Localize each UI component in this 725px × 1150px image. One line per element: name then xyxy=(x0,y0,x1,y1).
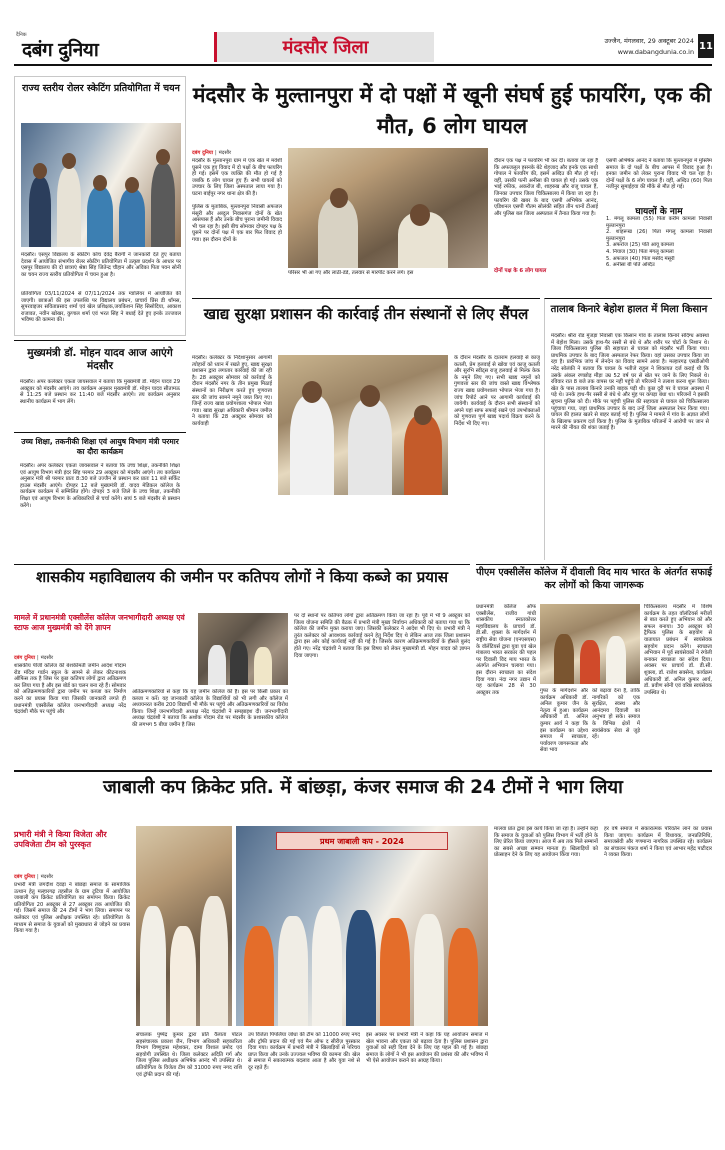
excellence-col4: चिकित्सालय मंदसौर में विशेष कार्यक्रम के तहत वॉलंटियर्स मरीजों से बात करते हुए अभियान को और सफल बनाया। 30 अक्टूबर को ट्रैफिक पुलिस के सहयोग से यातायात प्रबंधन में स्वयंसेवक सहयोग प्रदान करेंगे। स्वच्छता अभियान में पूर्व स्वयंसेवकों ने रंगोली बनाकर स्वच्छता का संदेश दिया। अवसर पर प्राचार्य डॉ. डी.सी. शुक्ला, डॉ. राजेश सक्सेना, कार्यक्रम अधिकारी डॉ. अनिल कुमार आर्य, डॉ. प्रवीण सोनी एवं वरिष्ठ स्वयंसेवक उपस्थित थे। xyxy=(644,604,712,696)
cricket-byline xyxy=(14,874,53,880)
byline-brand: दबंग दुनिया xyxy=(192,150,213,156)
lead-byline xyxy=(192,150,231,156)
skating-photo xyxy=(21,123,181,247)
logo-text: दबंग दुनिया xyxy=(22,39,99,61)
food-col2: के दौरान मंदसौर के दातराम हलवाई से काजू कतली, प्रेम हलवाई से खोवा एवं काजू कतली और सुरभि स्वीट्स राजू हलवाई से मिल्क केक के नमूने लिए गए। सभी खाद्य नमूनों को गुणवत्ता स्तर की जांच वास्ते खाद्य विश्लेषक राज्य खाद्य प्रयोगशाला भोपाल भेजा गया है। जांच रिपोर्ट आने पर आगामी कार्यवाई की जायेगी। कार्यवाई के दौरान सभी संस्थानों को अपने यहां साफ सफाई रखने एवं उपभोक्ताओं को गुणवत्ता पूर्ण खाद्य पदार्थ विक्रय करने के निर्देश भी दिए गए। xyxy=(454,355,540,427)
college-side-title: मामले में प्रधानमंत्री एक्सीलेंस कॉलेज जनभागीदारी अध्यक्ष एवं स्टाफ आज मुख्यमंत्री को देंगे ज्ञापन xyxy=(14,613,185,632)
cricket-story xyxy=(14,770,712,1140)
pond-headline: तालाब किनारे बेहोश हालत में मिला किसान xyxy=(550,304,708,315)
byline-separator: | xyxy=(37,655,39,661)
lead-photo-caption: परिसर भी आ गए और लाठी-डंडे, तलवार से मारपीट करने लगे। इस xyxy=(288,270,414,276)
food-col1: मंदसौर। कलेक्टर के निर्देशानुसार आगामी त्योहारों को ध्यान में रखते हुए, खाद्य सुरक्षा प्रशासन द्वारा लगातार कार्रवाई की जा रही है। 28 अक्टूबर सोमवार को कार्रवाई के दौरान मंदसौर नगर के तीन प्रमुख मिठाई संस्थानों का निरीक्षण करते हुए गुणवत्ता स्तर की जांच सामने नमूने जब्त किए गए। जिन्हें राज्य खाद्य प्रयोगशाला भोपाल भेजा गया। खाद्य सुरक्षा अधिकारी श्रीमान जमील ने बताया कि 28 अक्टूबर सोमवार को कार्यवाही xyxy=(192,355,272,427)
lead-col2: पुलिस के मुताबिक, मुल्तानपुरा निवासी अफजल मंसूरी और अब्दुल निवासगंज दोनों के खेत आसपास हैं और उनके बीच पुराना जमीनी विवाद भी चल रहा है। इसी बीच सोमवार दोपहर पक्ष के घुसने पर दोनों पक्ष में एक बार फिर विवाद हो गया। इस दौरान दोनों के xyxy=(192,204,282,243)
pond-body: मंदसौर। श्रीरा रोड मुंजड़ा निवासी एक किसान गांव के तालाब किनारे संदिग्ध अवस्था में बेहोश मिला। उसके हाथ-पैर रस्सी से बंधे थे और शरीर पर चोटों के निशान थे। जिला चिकित्सालय पुलिस की सहायता से घायल को मंदसौर भर्ती किया गया। प्राथमिक उपचार के बाद जिला अस्पताल रेफर किया। वहां उसका उपचार किया जा रहा है। प्रारंभिक जांच में लेनदेन का विवाद सामने आया है। मल्हारगढ़ एसडीओपी नरेंद्र सोलंकी ने बताया कि घायल के भतीजे राहुल ने शिकायत दर्ज कराई थी कि उसके अंकल रणछोड़ मीड़ा उम्र 52 वर्ष घर से खेत पर जाने के लिए निकले थे। रविवार रात 8 बजे तक वापस घर नहीं पहुंचे तो परिजनों ने तलाश करना शुरू किया। खेत के पास तालाब किनारे उनकी बाइक पड़ी थी। कुछ दूरी पर वे घायल अवस्था में पड़े थे। उनके हाथ-पैर रस्सी से बंधे थे और मुंह पर कपड़ा बंधा था। परिजनों ने इसकी सूचना पुलिस को दी। मौके पर पहुंची पुलिस की सहायता से घायल को चिकित्सालय पहुंचाया गया, जहां प्राथमिक उपचार के बाद उन्हें जिला अस्पताल रेफर किया गया। घायल की हालत खतरे से बाहर बताई गई है। पुलिस ने मामले में गांव के अज्ञात लोगों के खिलाफ प्रकरण दर्ज किया है। पुलिस के मुताबिक परिजनों ने आरोपी पर जान से मारने की नीयत की शंका जताई है। xyxy=(551,333,709,432)
college-photo xyxy=(198,613,288,685)
byline-separator: | xyxy=(215,150,217,156)
logo-top-label: दैनिक xyxy=(16,32,27,38)
cm-headline: मुख्यमंत्री डॉ. मोहन यादव आज आएंगे मंदसौर xyxy=(27,347,173,372)
cricket-headline: जाबाली कप क्रिकेट प्रति. में बांछड़ा, कंजर समाज की 24 टीमों ने भाग लिया xyxy=(103,777,623,798)
excellence-photo xyxy=(540,604,640,684)
section-banner xyxy=(214,32,434,62)
lead-col3: दौरान एक पक्ष ने फायरिंग भी कर दी। बताया जा रहा है कि अफजलुल हसनके बेटे शेहजाद और इनके एक साथी गोपाल ने फायरिंग की, इसमें अब्दिउ की मौत हो गई। वहीं, उसकी पत्नी अनीसा की घायल हो गई। उसके एक भाई रफीक, अकरोज बी, शाहरुख और राजू घायल हैं, जिनका उपचार जिला चिकित्सालय में किया जा रहा है। फायरिंग की खबर के बाद एसपी अभिषेक आनंद, एडिशनल एसपी गौतम सोलंकी सहित तीन थानों टीआई और पुलिस बल जिला अस्पताल में तैनात किया गया है। xyxy=(494,158,598,217)
lead-headline: मंदसौर के मुल्तानपुरा में दो पक्षों में खूनी संघर्ष हुई फायरिंग, एक की मौत, 6 लोग घायल xyxy=(192,83,712,138)
lead-story xyxy=(192,76,712,296)
website: www.dabangdunia.co.in xyxy=(617,48,694,56)
food-headline: खाद्य सुरक्षा प्रशासन की कार्रवाई तीन संस्थानों से लिए सैंपल xyxy=(203,305,529,323)
college-story xyxy=(14,564,470,766)
cricket-photo-main xyxy=(236,826,488,1026)
excellence-col2: गुफा के मार्गदर्शन और कार्यक्रम अधिकारी डॉ. अनिल कुमार जैन के नेतृत्व में हुआ। कार्यक्रम अधिकारी डॉ. अनिल कुमार आर्य ने कहा कि इस कार्यक्रम का उद्देश्य समाज में स्वच्छता, पर्यावरण जागरूकता और सेवा भाव xyxy=(540,688,588,754)
injured-item: 6. अनीसा बी पति अब्दिउ xyxy=(606,262,655,269)
college-side-box xyxy=(14,613,192,653)
injured-item: 1. मंगलू कामला (55) पिता करीम कामला निवासी मुल्तानपुरा xyxy=(606,216,712,229)
college-headline: शासकीय महाविद्यालय की जमीन पर कतिपय लोगों ने किया कब्जे का प्रयास xyxy=(36,568,448,586)
skating-body: मंदसौर। एसपुर विद्यालय के स्केटिंग कोच देवेंद्र बैरागी ने जानकारी देते हुए बताया देवास में आयोजित संभागीय रोलर स्केटिंग प्रतियोगिता में उत्कृष्ट प्रदर्शन के आधार पर एसपुर विद्यालय की दो छात्राएं श्रेष्ठा सिंह जितेन्द्र चौहान और अविका पिता पवन सोनी का चयन राज्य स्तरीय प्रतियोगिता में चयन हुआ है। xyxy=(21,252,181,278)
injured-item: 2. शाहरूख (26) पिता मंगलू कामला निवासी मुल्तानपुरा xyxy=(606,229,712,242)
left-story-cm xyxy=(14,340,186,430)
cricket-photo-left xyxy=(136,826,232,1026)
college-col1: शासकीय पीजी कॉलेज की बेशकीमती जमीन आदेश गोदाम रोड मंदिरा गार्डन स्कूल के सामने से लेकर कीटनाशक ऑफिस तक है जिस पर कुछ कतिपय लोगों द्वारा अतिक्रमण कर लिया गया है और इस बोर्ड का चलन बना रहे हैं। सोमवार को अतिक्रमणकारियों द्वारा जमीन पर कब्जा कर निर्माण करने का प्रयास किया गया जिसकी जानकारी लगते ही प्रधानमंत्री एक्सीलेंस कॉलेज जनभागीदारी अध्यक्ष नरेंद्र चंद्रवंशी मौके पर पहुंचे और xyxy=(14,663,126,716)
injured-item: 5. अफजल (40) पिता मसीद मंसूरी xyxy=(606,255,675,262)
cricket-banner-text: प्रथम जाबाली कप - 2024 xyxy=(319,836,404,846)
food-photo xyxy=(278,355,448,495)
lead-photo xyxy=(288,148,488,268)
left-story-minister xyxy=(14,432,186,560)
skating-headline: राज्य स्तरीय रोलर स्केटिंग प्रतियोगिता में चयन xyxy=(22,83,180,94)
food-story xyxy=(192,298,540,560)
cricket-col2: संचालक पुष्पेंद्र कुमार द्वारा प्रति वैलाता पोटल सहसंचालक प्रकाश जैन, विभाग अधिकारी सहकारिता विभाग विष्णुदास महेशकर, दामा विशाल प्रमोद एवं सहयोगी उपस्थित थे। जिला कलेक्टर अदिति गर्ग और जिला पुलिस अधीक्षक अभिषेक आनंद भी उपस्थित थे। प्रतियोगिता के विजेता टीम को 31000 रुपए नगद राशि एवं ट्रॉफी प्रदान की गई। xyxy=(136,1032,242,1078)
cricket-col3: उप विजेता पिपलिया जोधा की टीम को 11000 रुपए नगद और ट्रॉफी प्रदान की गई एवं मैन ऑफ द सीरीज़ पुरस्कार दिया गया। कार्यक्रम में प्रभारी मंत्री ने खिलाड़ियों से परिचय प्राप्त किया और उनके उज्ज्वल भविष्य की कामना की। खेल से समाज में सकारात्मक बदलाव आता है और युवा नशे से दूर रहते हैं। xyxy=(248,1032,360,1071)
cricket-col1: प्रभारी मंत्री जगदीश देवड़ा ने बांछड़ा समाज के सामाजिक उत्थान हेतु मल्हारगढ़ तहसील के ग्राम टूटिया में आयोजित जाबाली कप क्रिकेट प्रतियोगिता का समापन किया। क्रिकेट प्रतियोगिता 20 अक्टूबर से 27 अक्टूबर तक आयोजित की गई। जिसमें समाज की 24 टीमों ने भाग लिया। समापन पर कलेक्टर एवं पुलिस अधीक्षक उपस्थित रहे। प्रतियोगिता के माध्यम से समाज के युवाओं को मुख्यधारा से जोड़ने का प्रयास किया गया है। xyxy=(14,882,130,935)
byline-place: मंदसौर xyxy=(40,874,54,880)
injured-list xyxy=(606,216,712,269)
injured-item: 3. अफरोज (25) पति आयू कामला xyxy=(606,242,674,249)
byline-brand: दबंग दुनिया xyxy=(14,874,35,880)
byline-separator: | xyxy=(37,874,39,880)
excellence-col3: को बढ़ावा देना है, ताकि नागरिकों को एक सुरक्षित, स्वस्थ और आनंदमय दिवाली का अनुभव हो सके। समाज के विभिन्न क्षेत्रों में स्वयंसेवक सेवा से जुड़े रहें। xyxy=(592,688,640,741)
cm-body: मंदसौर। अपर कलेक्टर एकता जायसवाल ने बताया कि मुख्यमंत्री डॉ. मोहन यादव 29 अक्टूबर को मंदसौर आएंगे। तय कार्यक्रम अनुसार मुख्यमंत्री डॉ. मोहन यादव सीतामऊ से 11:25 बजे प्रस्थान कर 11:40 बजे मंदसौर आएंगे। तय कार्यक्रम अनुसार स्थानीय कार्यक्रम में भाग लेंगे। xyxy=(20,379,180,405)
section-title: मंदसौर जिला xyxy=(282,37,369,58)
injured-heading: घायलों के नाम xyxy=(635,207,683,217)
minister-headline: उच्च शिक्षा, तकनीकी शिक्षा एवं आयुष विभाग मंत्री परमार का दौरा कार्यक्रम xyxy=(21,437,179,456)
injured-item: 4. नियाज (30) पिता मंगलू कामला xyxy=(606,248,674,255)
cricket-banner xyxy=(276,832,448,850)
excellence-headline: पीएम एक्सीलेंस कॉलेज में दीवाली विद माय भारत के अंतर्गत सफाई कर लोगों को किया जागरूक xyxy=(476,567,712,591)
page-number: 11 xyxy=(698,34,714,58)
byline-brand: दबंग दुनिया xyxy=(14,655,35,661)
excellence-col1: प्रधानमंत्री कॉलेज ऑफ एक्सीलेंस, राजीव गांधी शासकीय स्नातकोत्तर महाविद्यालय के प्राचार्य डॉ. डी.सी. शुक्ला के मार्गदर्शन में राष्ट्रीय सेवा योजना (एनएसएस) के वॉलेंटियर्स द्वारा युवा एवं खेल मंत्रालय भारत सरकार की पहल पर दिवाली विद माय भारत के अंतर्गत अभियान चलाया गया। इस दौरान स्वच्छता का संदेश दिया गया। नंदा नगर उद्यान में यह कार्यक्रम 28 से 30 अक्टूबर तक xyxy=(476,604,536,696)
cricket-col6: हर वर्ष समाज में सकारात्मक परिवर्तन लाने का प्रयास किया जाएगा। कार्यक्रम में विधायक, जनप्रतिनिधि, समाजसेवी और गणमान्य नागरिक उपस्थित रहे। कार्यक्रम का संचालन पंकज शर्मा ने किया एवं आभार महेंद्र पाटीदार ने व्यक्त किया। xyxy=(604,826,712,859)
skating-body-2: प्रतियोगिता 03/11/2024 से 07/11/2024 तक ग्वालियर में आयोजित की जाएगी। छात्राओं की इस उपलब्धि पर विद्यालय प्रबंधन, प्राचार्य प्रिंस डी थॉमस, सुपरवाइजर सविताप्रसाद शर्मा एवं खेल प्रशिक्षक,जयकिशन सिंह सिसोदिया, आकाश राजावत, नवीन खोखर, कुणाल शर्मा एवं भरत सिंह ने बधाई देते हुए इनके उज्जवल भविष्य की कामना की। xyxy=(21,291,181,324)
left-story-skating xyxy=(14,76,186,336)
cricket-col5: मालवा प्रांत द्वारा इस कार्य किया जा रहा है। उन्होंने कहा कि समाज के युवाओं को पुलिस विभाग में भर्ती होने के लिए प्रेरित किया जाएगा। आज मैं अब तक मिले सम्मानों का सबसे अच्छा सम्मान मानता हूं। खिलाड़ियों को प्रोत्साहन देने के लिए यह आयोजन किया गया। xyxy=(494,826,598,859)
masthead-logo xyxy=(14,32,164,62)
lead-col1: मंदसौर के मुल्तानपुरा ग्राम में एक खेत में मवेशी घुसने एक हुए विवाद में दो पक्षों के बीच फायरिंग हो गई। इसमें एक व्यक्ति की मौत हो गई है जबकि 6 लोग घायल हुए हैं। सभी घायलों को उपचार के लिए जिला अस्पताल लाया गया है। घटना बाईपुर नगर थाना क्षेत्र की है। xyxy=(192,158,282,197)
college-col2: अतिक्रमणकारियों से कहा कि यह जमीन कॉलेज की है। इस पर किसी प्रकार का कब्जा न करें। यह जानकारी कॉलेज के विद्यार्थियों को भी लगी और कॉलेज में अध्ययनरत करीब 200 विद्यार्थी भी मौके पर पहुंचे और अतिक्रमणकारियों का विरोध किया। जिन्हें जनभागीदारी अध्यक्ष नरेंद्र चंद्रवंशी ने समझाइश दी। जनभागीदारी अध्यक्ष चंद्रवंशी ने बताया कि अशोक गोदाम रोड पर मंदसौर के प्रशासकीय कॉलेज की लगभग 5 बीघा जमीन है जिस xyxy=(132,689,288,728)
cricket-side-title: प्रभारी मंत्री ने किया विजेता और उपविजेता टीम को पुरस्कृत xyxy=(14,830,107,849)
minister-body: मंदसौर। अपर कलेक्टर एकता जायसवाल ने बताया कि उच्च शिक्षा, तकनीकी शिक्षा एवं आयुष विभाग मंत्री इंदर सिंह परमार 29 अक्टूबर को मंदसौर आएंगे। तय कार्यक्रम अनुसार मंत्री श्री परमार प्रातः 8:30 बजे उज्जैन से प्रस्थान कर प्रातः 11 बजे सर्किट हाउस मंदसौर आएंगे। दोपहर 12 बजे मुख्यमंत्री डॉ. यादव मेडिकल कॉलेज के कार्यक्रम कार्यक्रम में सम्मिलित होंगे। दोपहर 3 बजे जिले के उच्च शिक्षा, तकनीकी शिक्षा एवं आयुष विभाग के अधिकारियों से चर्चा करेंगे। सायं 5 बजे मंदसौर से प्रस्थान करेंगे। xyxy=(20,463,180,509)
cricket-col4: इस अवसर पर प्रभारी मंत्री ने कहा कि यह आयोजन समाज में खेल भावना और एकता को बढ़ावा देता है। पुलिस प्रशासन द्वारा युवाओं को सही दिशा देने के लिए यह पहल की गई है। बांछड़ा समाज के लोगों ने भी इस आयोजन की प्रशंसा की और भविष्य में भी ऐसे आयोजन कराने का आग्रह किया। xyxy=(366,1032,488,1065)
lead-col4: एसपी अभिषेक आनंद ने बताया कि मुल्तानपुरा में मुस्लिम समाज के दो पक्षों के बीच आपस में विवाद हुआ है। इनका जमीन को लेकर पुराना विवाद भी चल रहा है। दोनों पक्षों के 6 लोग घायल हैं। वहीं, अब्दिउ (60) पिता नजीनुर सुमाईहया की मौके से मौत हो गई। xyxy=(606,158,712,191)
dateline: उज्जैन, मंगलवार, 29 अक्टूबर 2024 xyxy=(604,37,694,45)
masthead xyxy=(14,30,712,66)
byline-place: मंदसौर xyxy=(40,655,54,661)
college-col3: पर दो स्थानों पर कतिपय लोगों द्वारा अतिक्रमण किया जा रहा है। पूर्व में भी 9 अक्टूबर को जिला योजना समिति की बैठक में प्रभारी मंत्री मुख्य निर्वाचन अधिकारी को बताया गया था कि कॉलेज की जमीन मुक्त कराया जाए। जिसकी कलेक्टर ने आदेश भी दिए थे। प्रभारी मंत्री ने तुरंत कलेक्टर को आवश्यक कार्रवाई करने हेतु निर्देश दिए थे लेकिन आज तक जिला प्रशासन द्वारा इस ओर कोई कार्यवाई नहीं की गई है। जिसके कारण अतिक्रमणकारियों के हौसले बुलंद होते गए। नरेंद्र चंद्रवंशी ने बताया कि इस विषय को लेकर मुख्यमंत्री डॉ. मोहन यादव को ज्ञापन दिया जाएगा। xyxy=(294,613,470,659)
lead-continued-note: दोनों पक्ष के 6 लोग घायल xyxy=(494,268,547,274)
college-byline xyxy=(14,655,53,661)
byline-place: मंदसौर xyxy=(218,150,232,156)
pond-story xyxy=(544,298,712,560)
